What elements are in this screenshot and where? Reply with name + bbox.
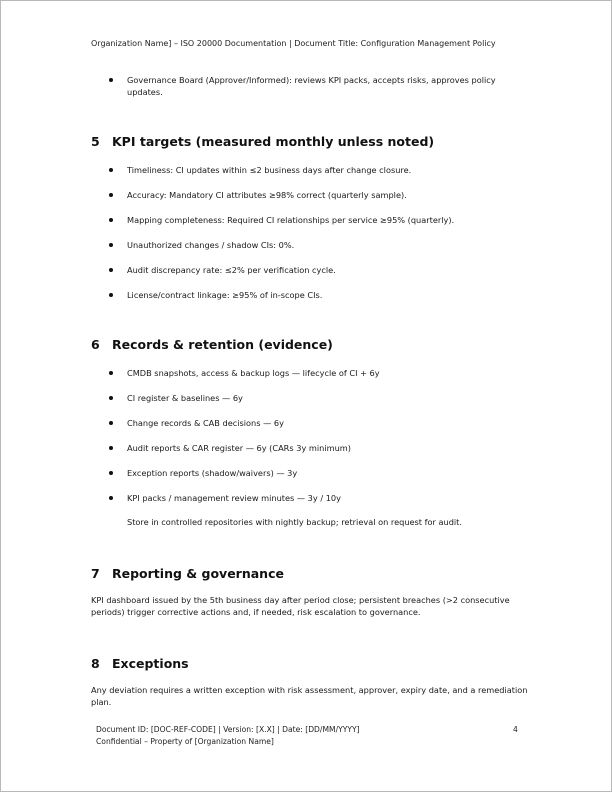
list-item-text: CI register & baselines — 6y: [127, 393, 243, 403]
section-number: 6: [91, 337, 100, 352]
section-paragraph: Any deviation requires a written exception with risk assessment, approver, expiry date, and a remediation plan.: [91, 685, 528, 707]
page-header: Organization Name] – ISO 20000 Documentation | Document Title: Configuration Management Policy: [91, 39, 496, 48]
bullet-icon: [109, 446, 113, 450]
section-heading: Exceptions: [112, 656, 189, 671]
bullet-icon: [109, 421, 113, 425]
footer-document-info: Document ID: [DOC-REF-CODE] | Version: [X.X] | Date: [DD/MM/YYYY]: [96, 725, 360, 734]
bullet-icon: [109, 78, 113, 82]
page-number: 4: [513, 725, 518, 734]
list-item-text: Change records & CAB decisions — 6y: [127, 418, 284, 428]
section-number: 8: [91, 656, 100, 671]
list-item-text: Unauthorized changes / shadow CIs: 0%.: [127, 240, 295, 250]
bullet-icon: [109, 471, 113, 475]
bullet-icon: [109, 268, 113, 272]
bullet-icon: [109, 293, 113, 297]
list-item-text: License/contract linkage: ≥95% of in-scope CIs.: [127, 290, 323, 300]
list-item-text: KPI packs / management review minutes — 3y / 10y: [127, 493, 341, 503]
list-item-text: Accuracy: Mandatory CI attributes ≥98% correct (quarterly sample).: [127, 190, 407, 200]
section-number: 7: [91, 566, 100, 581]
section-paragraph: KPI dashboard issued by the 5th business day after period close; persistent breaches (>2 consecutive periods) trigger corrective actions and, if needed, risk escalation to governance.: [91, 595, 510, 617]
bullet-icon: [109, 193, 113, 197]
list-item-text: Exception reports (shadow/waivers) — 3y: [127, 468, 298, 478]
section-number: 5: [91, 134, 100, 149]
bullet-icon: [109, 496, 113, 500]
section-heading: KPI targets (measured monthly unless noted): [112, 134, 435, 149]
list-item-text: Mapping completeness: Required CI relationships per service ≥95% (quarterly).: [127, 215, 455, 225]
list-item-text: Audit reports & CAR register — 6y (CARs 3y minimum): [127, 443, 351, 453]
list-item-text: Audit discrepancy rate: ≤2% per verification cycle.: [127, 265, 336, 275]
footer-confidential: Confidential – Property of [Organization Name]: [96, 737, 274, 746]
section-heading: Reporting & governance: [112, 566, 284, 581]
bullet-icon: [109, 396, 113, 400]
list-item-text: CMDB snapshots, access & backup logs — lifecycle of CI + 6y: [127, 368, 380, 378]
list-item-text: Governance Board (Approver/Informed): reviews KPI packs, accepts risks, approves policy updates.: [127, 75, 496, 97]
bullet-icon: [109, 168, 113, 172]
list-item-text: Timeliness: CI updates within ≤2 business days after change closure.: [127, 165, 412, 175]
retention-note: Store in controlled repositories with nightly backup; retrieval on request for audit.: [127, 517, 462, 527]
bullet-icon: [109, 243, 113, 247]
section-heading: Records & retention (evidence): [112, 337, 333, 352]
bullet-icon: [109, 371, 113, 375]
bullet-icon: [109, 218, 113, 222]
